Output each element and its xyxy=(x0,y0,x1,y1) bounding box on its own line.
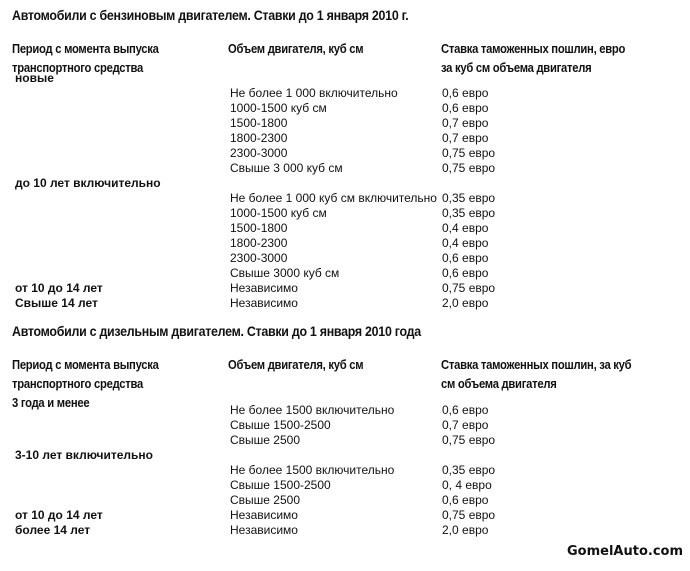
volume-cell: 1800-2300 xyxy=(230,236,288,250)
volume-cell: Свыше 1500-2500 xyxy=(230,478,331,492)
rate-cell: 0,6 евро xyxy=(442,266,489,280)
table-row xyxy=(0,251,690,266)
period-cell: от 10 до 14 лет xyxy=(15,508,103,522)
rate-cell: 0,75 евро xyxy=(442,146,496,160)
table-row xyxy=(0,433,690,448)
diesel-header-volume xyxy=(228,356,363,375)
table-row xyxy=(0,418,690,433)
volume-cell: Свыше 2500 xyxy=(230,493,300,507)
period-cell: более 14 лет xyxy=(15,523,91,537)
rate-cell: 0,35 евро xyxy=(442,463,496,477)
rate-cell: 0,75 евро xyxy=(442,433,496,447)
petrol-header-rate xyxy=(441,40,625,78)
rate-cell: 0,6 евро xyxy=(442,101,489,115)
rate-cell: 0,6 евро xyxy=(442,493,489,507)
rate-cell: 0,75 евро xyxy=(442,161,496,175)
volume-cell: Свыше 1500-2500 xyxy=(230,418,331,432)
petrol-header-volume xyxy=(228,40,363,59)
header-line: транспортного средства xyxy=(12,61,144,75)
volume-cell: 1000-1500 куб см xyxy=(230,206,327,220)
table-row xyxy=(0,131,690,146)
period-cell: Свыше 14 лет xyxy=(15,296,98,310)
diesel-section-title: Автомобили с дизельным двигателем. Ставки до 1 января 2010 года xyxy=(12,324,421,339)
header-line: Ставка таможенных пошлин, евро xyxy=(441,42,626,56)
rate-cell: 0,4 евро xyxy=(442,236,489,250)
volume-cell: Независимо xyxy=(230,523,298,537)
table-row xyxy=(0,478,690,493)
volume-cell: Независимо xyxy=(230,281,298,295)
rate-cell: 0,4 евро xyxy=(442,221,489,235)
volume-cell: Свыше 2500 xyxy=(230,433,300,447)
table-row xyxy=(0,463,690,478)
header-line: Ставка таможенных пошлин, за куб xyxy=(441,358,632,372)
volume-cell: 1000-1500 куб см xyxy=(230,101,327,115)
petrol-group-label-new: новые xyxy=(15,71,54,85)
table-row xyxy=(0,161,690,176)
volume-cell: 1500-1800 xyxy=(230,116,288,130)
header-line: Объем двигателя, куб см xyxy=(228,42,364,56)
volume-cell: Не более 1500 включительно xyxy=(230,463,395,477)
volume-cell: 2300-3000 xyxy=(230,146,288,160)
rate-cell: 0,7 евро xyxy=(442,131,489,145)
rate-cell: 0,6 евро xyxy=(442,251,489,265)
period-cell: от 10 до 14 лет xyxy=(15,281,103,295)
rate-cell: 2,0 евро xyxy=(442,523,489,537)
volume-cell: Не более 1500 включительно xyxy=(230,403,395,417)
table-row xyxy=(0,221,690,236)
table-row xyxy=(0,191,690,206)
volume-cell: 1800-2300 xyxy=(230,131,288,145)
volume-cell: 1500-1800 xyxy=(230,221,288,235)
table-row xyxy=(0,86,690,101)
volume-cell: Независимо xyxy=(230,508,298,522)
rate-cell: 2,0 евро xyxy=(442,296,489,310)
table-row xyxy=(0,266,690,281)
header-line: за куб см объема двигателя xyxy=(441,61,592,75)
rate-cell: 0, 4 евро xyxy=(442,478,492,492)
volume-cell: Не более 1 000 включительно xyxy=(230,86,398,100)
table-row xyxy=(0,281,690,296)
diesel-group-label-3-years: 3 года и менее xyxy=(12,396,90,410)
header-line: Период с момента выпуска xyxy=(12,42,159,56)
header-line: см объема двигателя xyxy=(441,377,557,391)
table-row xyxy=(0,296,690,311)
rate-cell: 0,6 евро xyxy=(442,86,489,100)
rate-cell: 0,7 евро xyxy=(442,116,489,130)
rate-cell: 0,75 евро xyxy=(442,508,496,522)
table-row xyxy=(0,493,690,508)
petrol-group-label-up-to-10: до 10 лет включительно xyxy=(15,176,161,190)
header-line: Объем двигателя, куб см xyxy=(228,358,364,372)
header-line: Период с момента выпуска xyxy=(12,358,159,372)
volume-cell: Свыше 3000 куб см xyxy=(230,266,340,280)
volume-cell: Не более 1 000 куб см включительно xyxy=(230,191,437,205)
table-row xyxy=(0,236,690,251)
rate-cell: 0,75 евро xyxy=(442,281,496,295)
table-row xyxy=(0,101,690,116)
table-row xyxy=(0,146,690,161)
volume-cell: Свыше 3 000 куб см xyxy=(230,161,343,175)
volume-cell: Независимо xyxy=(230,296,298,310)
rate-cell: 0,6 евро xyxy=(442,403,489,417)
rate-cell: 0,35 евро xyxy=(442,206,496,220)
table-row xyxy=(0,523,690,538)
rate-cell: 0,35 евро xyxy=(442,191,496,205)
volume-cell: 2300-3000 xyxy=(230,251,288,265)
table-row xyxy=(0,116,690,131)
diesel-group-label-3-10: 3-10 лет включительно xyxy=(15,448,153,462)
site-watermark: GomelAuto.com xyxy=(567,544,684,559)
table-row xyxy=(0,508,690,523)
petrol-section-title: Автомобили с бензиновым двигателем. Ставки до 1 января 2010 г. xyxy=(12,8,409,23)
table-row xyxy=(0,206,690,221)
rate-cell: 0,7 евро xyxy=(442,418,489,432)
table-row xyxy=(0,403,690,418)
diesel-header-rate xyxy=(441,356,631,394)
header-line: транспортного средства xyxy=(12,377,144,391)
